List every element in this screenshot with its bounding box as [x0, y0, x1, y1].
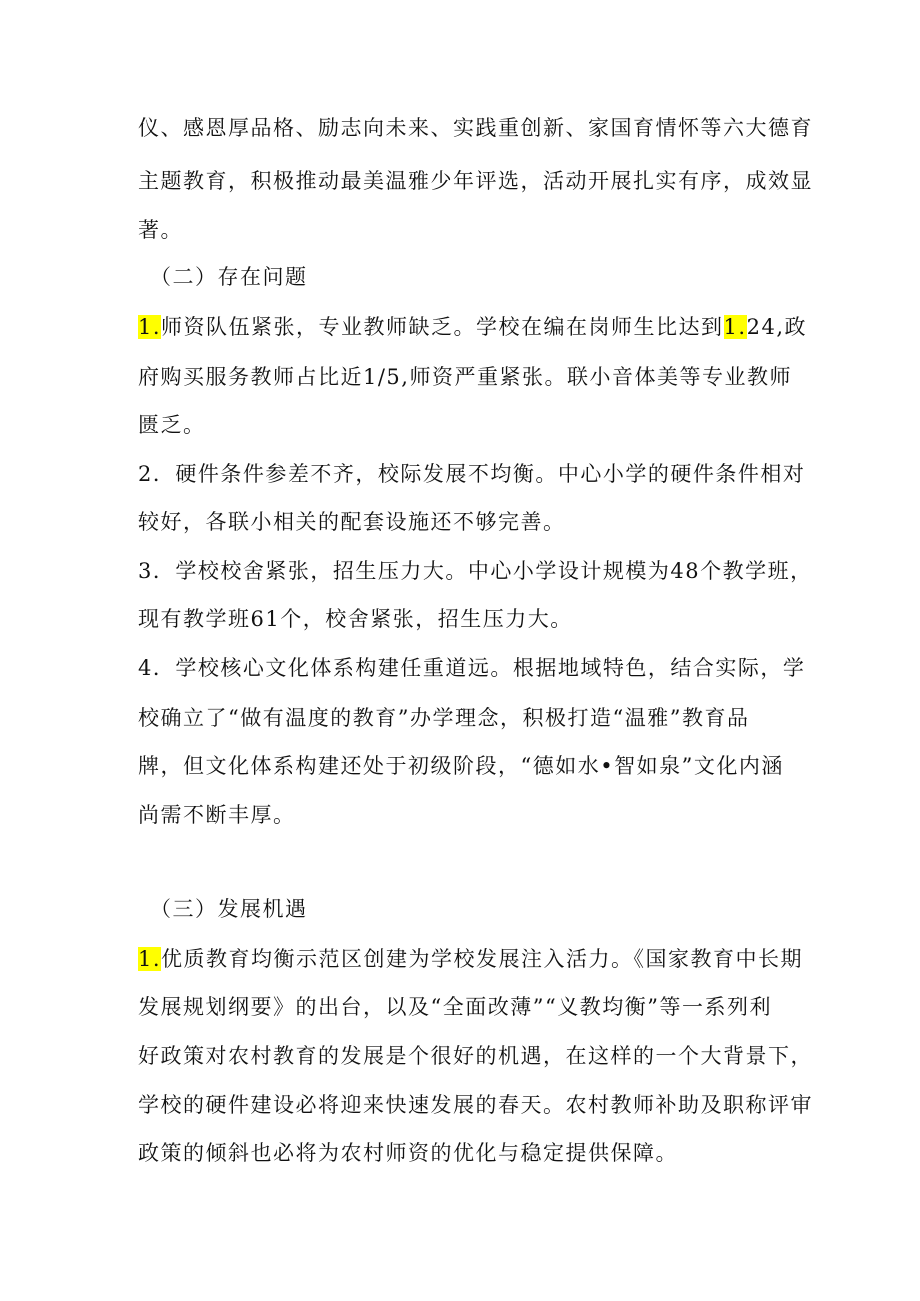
paragraph-line: 府购买服务教师占比近1/5,师资严重紧张。联小音体美等专业教师 — [138, 365, 792, 389]
paragraph-line: 发展规划纲要》的出台，以及“全面改薄”“义教均衡”等一系列利 — [138, 995, 772, 1019]
line-text: 24,政 — [746, 315, 807, 339]
highlighted-number: 1. — [723, 315, 747, 339]
paragraph-line: 好政策对农村教育的发展是个很好的机遇，在这样的一个大背景下， — [138, 1044, 813, 1068]
paragraph-line: 4．学校核心文化体系构建任重道远。根据地域特色，结合实际，学 — [138, 656, 806, 680]
paragraph-line: 政策的倾斜也必将为农村师资的优化与稳定提供保障。 — [138, 1141, 678, 1165]
paragraph-line: 较好，各联小相关的配套设施还不够完善。 — [138, 510, 566, 534]
section-heading-problems: （二）存在问题 — [150, 265, 308, 289]
paragraph-line — [138, 312, 807, 342]
paragraph-line: 匮乏。 — [138, 413, 206, 437]
paragraph-line: 牌，但文化体系构建还处于初级阶段，“德如水•智如泉”文化内涵 — [138, 754, 784, 778]
paragraph-line: 2．硬件条件参差不齐，校际发展不均衡。中心小学的硬件条件相对 — [138, 462, 806, 486]
paragraph-line: 尚需不断丰厚。 — [138, 803, 296, 827]
paragraph-line: 3．学校校舍紧张，招生压力大。中心小学设计规模为48个教学班， — [138, 559, 813, 583]
paragraph-line — [138, 944, 804, 974]
paragraph-line: 现有教学班61个，校舍紧张，招生压力大。 — [138, 607, 573, 631]
paragraph-line: 学校的硬件建设必将迎来快速发展的春天。农村教师补助及职称评审 — [138, 1093, 813, 1117]
paragraph-line: 校确立了“做有温度的教育”办学理念，积极打造“温雅”教育品 — [138, 706, 750, 730]
line-text: 师资队伍紧张，专业教师缺乏。学校在编在岗师生比达到 — [161, 315, 724, 339]
section-heading-opportunities: （三）发展机遇 — [150, 897, 308, 921]
highlighted-number: 1. — [138, 947, 162, 971]
highlighted-number: 1. — [138, 315, 162, 339]
paragraph-line: 著。 — [138, 218, 183, 242]
paragraph-line: 仪、感恩厚品格、励志向未来、实践重创新、家国育情怀等六大德育 — [138, 116, 813, 140]
paragraph-line: 主题教育，积极推动最美温雅少年评选，活动开展扎实有序，成效显 — [138, 169, 813, 193]
line-text: 优质教育均衡示范区创建为学校发展注入活力。《国家教育中长期 — [161, 947, 804, 971]
